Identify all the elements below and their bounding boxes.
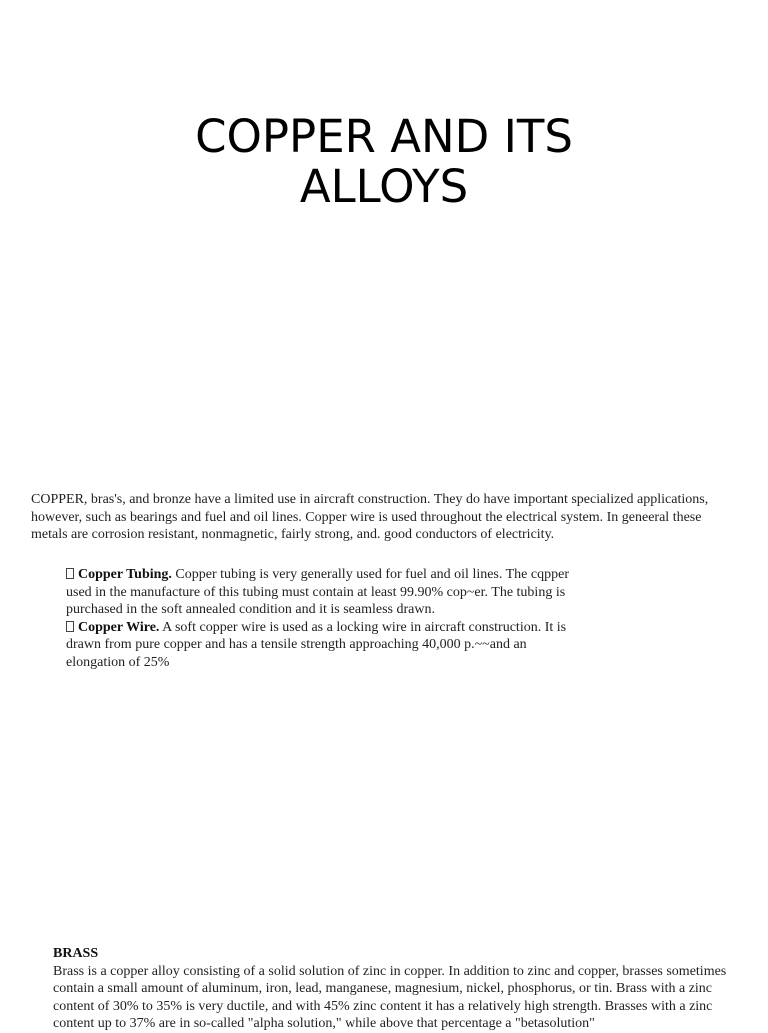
brass-section <box>53 945 743 1033</box>
intro-paragraph: COPPER, bras's, and bronze have a limited use in aircraft construction. They do have important specialized applications, however, such as bearings and fuel and oil lines. Copper wire is used throughout the electrical system. In geneeral these metals are corrosion resistant, nonmagnetic, fairly strong, and. good conductors of electricity. <box>31 492 709 542</box>
bullet-heading: Copper Wire. <box>78 619 160 635</box>
square-bullet-icon <box>66 621 74 632</box>
bullet-item-copper-wire <box>66 619 586 672</box>
bullet-heading: Copper Tubing. <box>78 567 172 582</box>
square-bullet-icon <box>66 568 74 579</box>
bullet-item-copper-tubing <box>66 566 586 619</box>
section-heading: BRASS <box>53 946 99 961</box>
page-title-line-2: ALLOYS <box>299 160 469 213</box>
bullet-text: Copper tubing is very generally used for fuel and oil lines. The cqpper used in the manufacture of this tubing must contain at least 99.90% cop~er. The tubing is purchased in the soft annealed condition and it is seamless drawn. <box>66 567 569 617</box>
bullet-list <box>66 566 586 671</box>
bullet-text: A soft copper wire is used as a locking wire in aircraft construction. It is drawn from pure copper and has a tensile strength approaching 40,000 p.~~and an elongation of 25% <box>66 619 567 670</box>
section-paragraph: Brass is a copper alloy consisting of a solid solution of zinc in copper. In addition to zinc and copper, brasses sometimes contain a small amount of aluminum, iron, lead, manganese, magnesium, nickel, phosphorus, or tin. Brass with a zinc content of 30% to 35% is very ductile, and with 45% zinc content it has a relatively high strength. Brasses with a zinc content up to 37% are in so-called "alpha solution," while above that percentage a "betasolution" <box>53 963 727 1031</box>
page-title-line-1: COPPER AND ITS <box>195 110 573 163</box>
page-title <box>0 112 768 212</box>
